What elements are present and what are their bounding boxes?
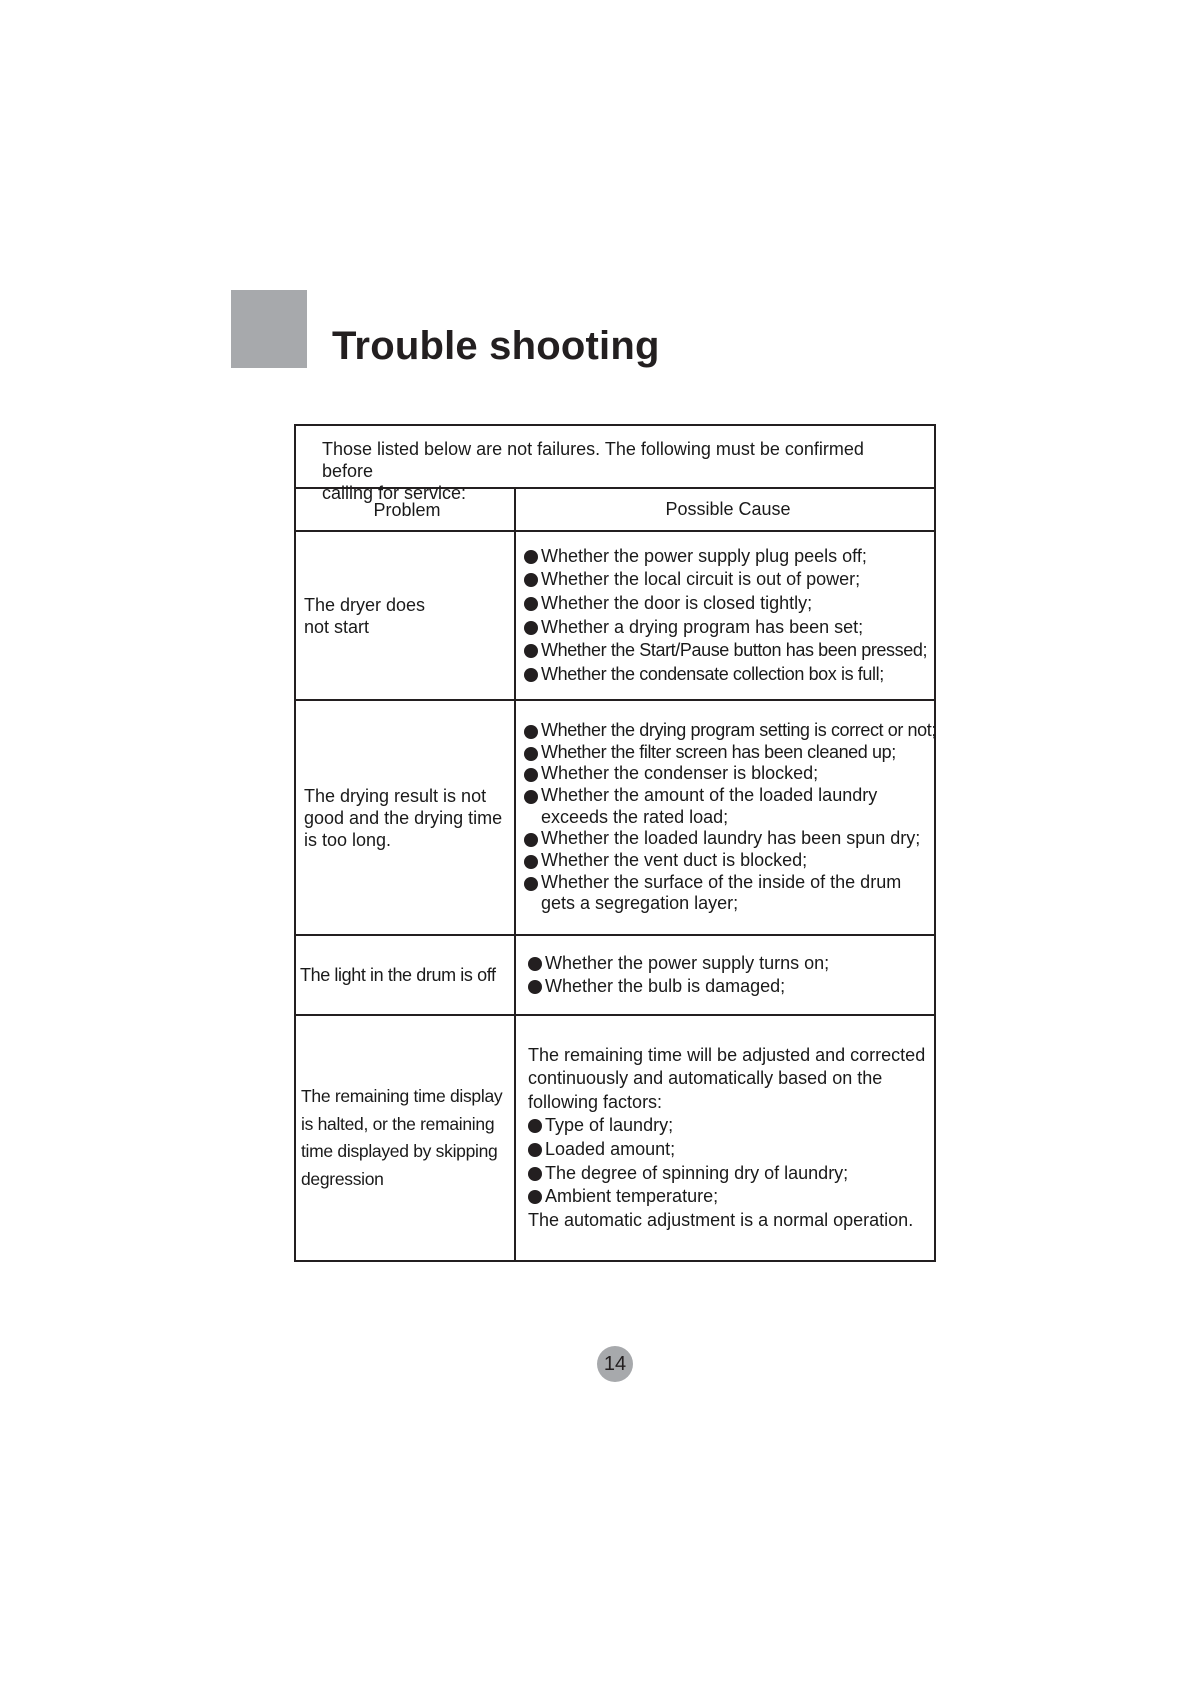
- cause-item: [524, 850, 932, 872]
- problem-cell: [296, 936, 516, 1014]
- intro-line-1: Those listed below are not failures. The following must be confirmed before: [322, 439, 864, 481]
- bullet-icon: [528, 1190, 542, 1204]
- cause-text: Whether the surface of the inside of the drum gets a segregation layer;: [541, 871, 902, 914]
- cause-item: [524, 742, 932, 764]
- cause-item: [524, 639, 932, 663]
- cause-intro: The remaining time will be adjusted and corrected continuously and automatically based on the following factors:: [528, 1044, 926, 1112]
- page-title: Trouble shooting: [332, 324, 660, 368]
- cause-item: [528, 1185, 932, 1209]
- cause-item: [528, 1162, 932, 1186]
- bullet-icon: [524, 668, 538, 682]
- cause-text: Whether the door is closed tightly;: [541, 592, 813, 613]
- cause-item: [524, 828, 932, 850]
- cause-text: Whether the amount of the loaded laundry exceeds the rated load;: [541, 784, 878, 827]
- cause-item: [528, 952, 932, 976]
- cause-item: [524, 592, 932, 616]
- cause-text: Loaded amount;: [545, 1139, 676, 1159]
- cause-text: Ambient temperature;: [545, 1186, 719, 1207]
- cause-item: [524, 719, 936, 742]
- cause-text: Whether the bulb is damaged;: [545, 976, 786, 996]
- cause-text: Whether the condenser is blocked;: [541, 763, 819, 784]
- intro-line-2: calling for service:: [322, 483, 467, 503]
- cause-text: Whether a drying program has been set;: [541, 616, 864, 637]
- cause-cell: [516, 1016, 934, 1260]
- bullet-icon: [524, 747, 538, 761]
- cause-item: [524, 763, 932, 785]
- cause-item: [528, 1114, 932, 1138]
- bullet-icon: [524, 768, 538, 782]
- cause-text: Whether the filter screen has been cleaned up;: [541, 741, 896, 762]
- bullet-icon: [528, 1143, 542, 1157]
- cause-text: Whether the condensate collection box is full;: [541, 663, 884, 684]
- cause-text: Whether the vent duct is blocked;: [541, 850, 808, 871]
- bullet-icon: [528, 957, 542, 971]
- cause-item: [524, 872, 932, 915]
- cause-text: Whether the Start/Pause button has been pressed;: [541, 640, 928, 661]
- bullet-icon: [524, 725, 538, 739]
- cause-item: [524, 545, 932, 569]
- cause-text: Type of laundry;: [545, 1115, 674, 1136]
- bullet-icon: [524, 790, 538, 804]
- table-row: [296, 532, 934, 701]
- page-number-badge: 14: [597, 1346, 633, 1382]
- table-header-row: [296, 489, 934, 532]
- cause-item: [524, 663, 932, 687]
- cause-item: [528, 975, 932, 999]
- bullet-icon: [524, 644, 538, 658]
- bullet-icon: [524, 597, 538, 611]
- bullet-icon: [528, 1167, 542, 1181]
- cause-item: [524, 785, 932, 828]
- table-row: [296, 1016, 934, 1260]
- cause-text: Whether the power supply turns on;: [545, 952, 830, 973]
- cause-text: Whether the local circuit is out of power;: [541, 569, 861, 590]
- cause-item: [524, 616, 932, 640]
- cause-text: The degree of spinning dry of laundry;: [545, 1162, 849, 1183]
- problem-text: The light in the drum is off: [300, 965, 496, 985]
- problem-cell: [296, 1016, 516, 1260]
- table-intro: [296, 426, 934, 503]
- cause-cell: [516, 936, 934, 1014]
- bullet-icon: [524, 621, 538, 635]
- table-row: [296, 701, 934, 936]
- bullet-icon: [528, 1119, 542, 1133]
- problem-cell: [296, 701, 516, 934]
- bullet-icon: [524, 833, 538, 847]
- cause-item: [528, 1138, 932, 1162]
- cause-outro: The automatic adjustment is a normal operation.: [528, 1209, 914, 1230]
- section-marker: [231, 290, 307, 368]
- cause-text: Whether the power supply plug peels off;: [541, 545, 867, 566]
- header-cause: Possible Cause: [665, 498, 791, 519]
- problem-text: The drying result is not good and the drying time is too long.: [304, 785, 503, 850]
- cause-text: Whether the drying program setting is correct or not;: [541, 719, 936, 740]
- cause-cell: [516, 701, 934, 934]
- problem-text: The dryer does not start: [304, 594, 426, 637]
- cause-cell: [516, 532, 934, 699]
- bullet-icon: [528, 980, 542, 994]
- bullet-icon: [524, 877, 538, 891]
- cause-text: Whether the loaded laundry has been spun dry;: [541, 828, 921, 849]
- cause-item: [524, 568, 932, 592]
- problem-text: The remaining time display is halted, or the remaining time displayed by skipping degression: [301, 1086, 503, 1189]
- bullet-icon: [524, 550, 538, 564]
- problem-cell: [296, 532, 516, 699]
- bullet-icon: [524, 573, 538, 587]
- bullet-icon: [524, 855, 538, 869]
- header-problem: Problem: [296, 489, 516, 530]
- table-row: [296, 936, 934, 1016]
- troubleshooting-table: [294, 424, 936, 1262]
